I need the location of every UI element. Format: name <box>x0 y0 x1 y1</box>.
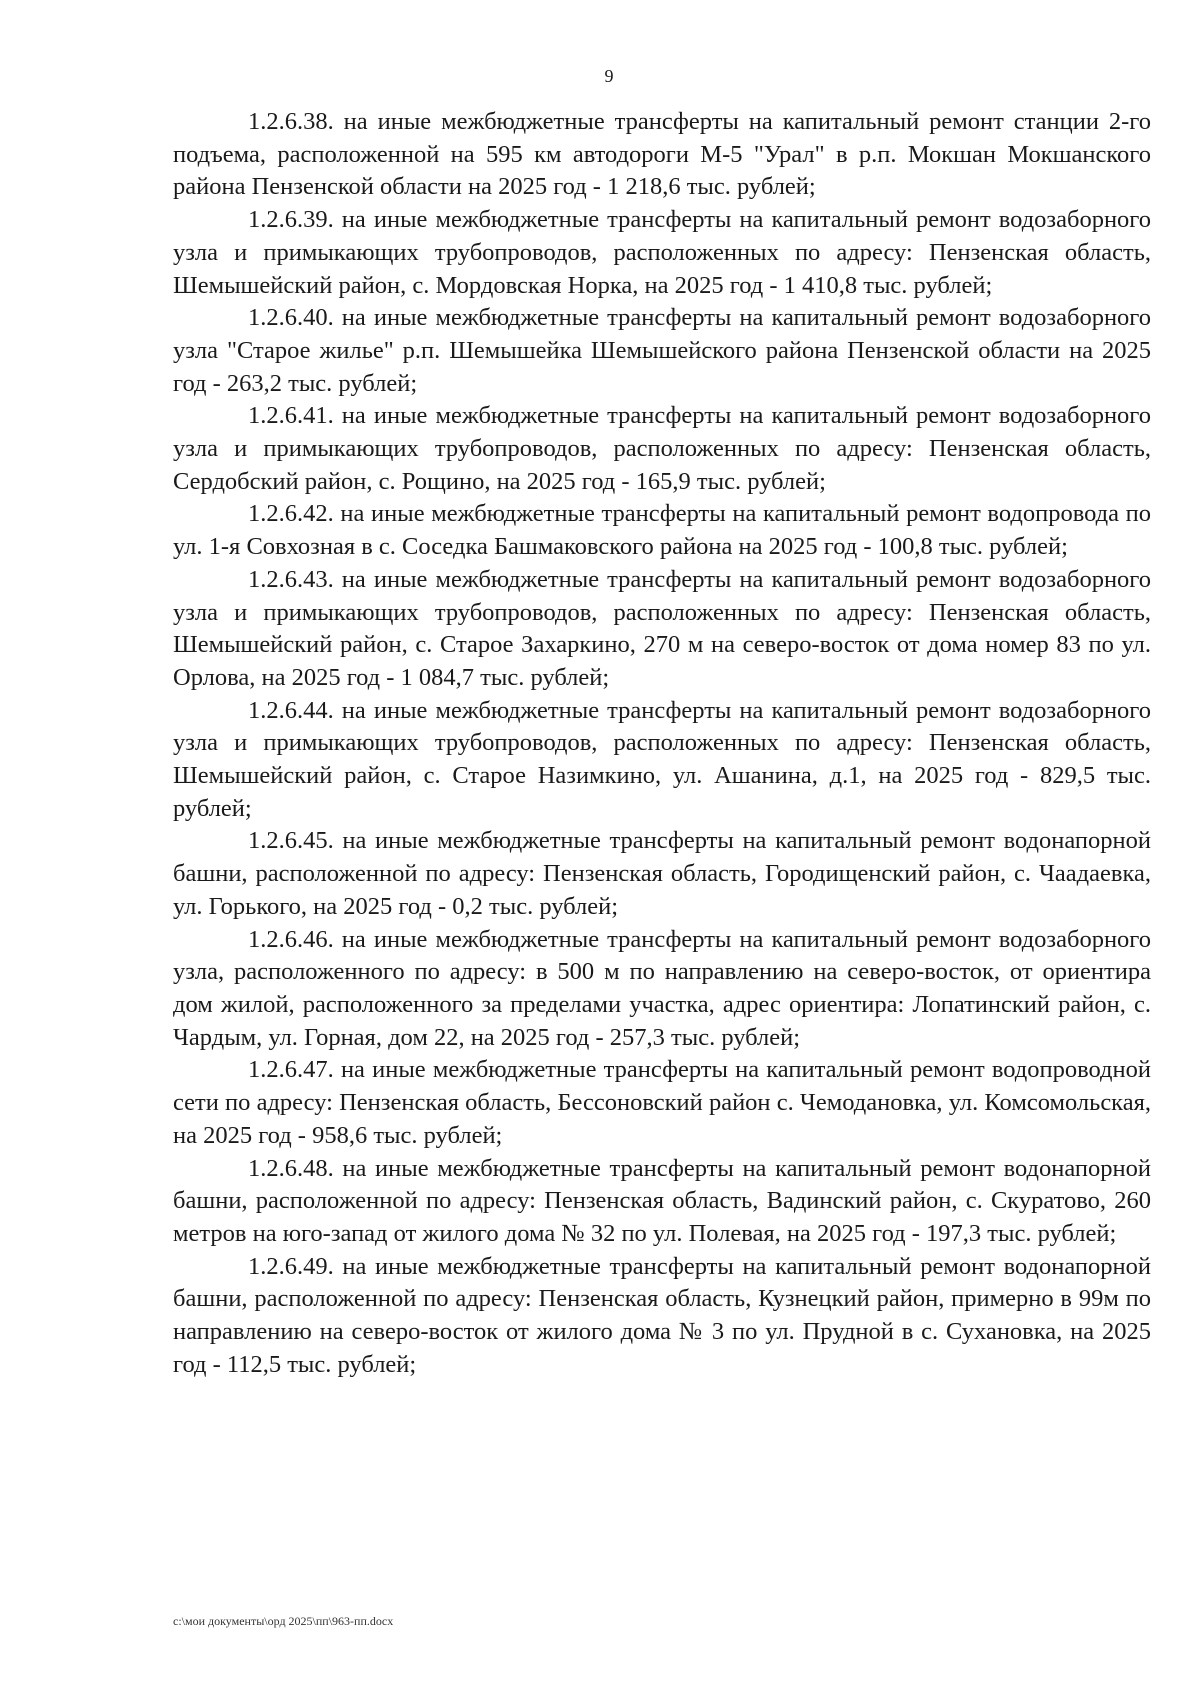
page-number: 9 <box>604 66 614 86</box>
paragraph-1-2-6-38: 1.2.6.38. на иные межбюджетные трансферты на капитальный ремонт станции 2-го подъема, расположенной на 595 км автодороги М-5 "Урал" в р.п. Мокшан Мокшанского района Пензенской области на 2025 год - 1 218,6 тыс. рублей; <box>173 108 1151 201</box>
paragraph-1-2-6-42: 1.2.6.42. на иные межбюджетные трансферты на капитальный ремонт водопровода по ул. 1-я Совхозная в с. Соседка Башмаковского района на 2025 год - 100,8 тыс. рублей; <box>173 500 1151 561</box>
paragraph-1-2-6-44: 1.2.6.44. на иные межбюджетные трансферты на капитальный ремонт водозаборного узла и примыкающих трубопроводов, расположенных по адресу: Пензенская область, Шемышейский район, с. Старое Назимкино, ул. Ашанина, д.1, на 2025 год - 829,5 тыс. рублей; <box>173 696 1151 822</box>
paragraph-1-2-6-39: 1.2.6.39. на иные межбюджетные трансферты на капитальный ремонт водозаборного узла и примыкающих трубопроводов, расположенных по адресу: Пензенская область, Шемышейский район, с. Мордовская Норка, на 2025 год - 1 410,8 тыс. рублей; <box>173 206 1151 299</box>
footer-file-path: c:\мои документы\орд 2025\пп\963-пп.docx <box>173 1614 394 1628</box>
paragraph-1-2-6-41: 1.2.6.41. на иные межбюджетные трансферты на капитальный ремонт водозаборного узла и примыкающих трубопроводов, расположенных по адресу: Пензенская область, Сердобский район, с. Рощино, на 2025 год - 165,9 тыс. рублей; <box>173 402 1151 495</box>
paragraph-1-2-6-46: 1.2.6.46. на иные межбюджетные трансферты на капитальный ремонт водозаборного узла, расположенного по адресу: в 500 м по направлению на северо-восток, от ориентира дом жилой, расположенного за пределами участка, адрес ориентира: Лопатинский район, с. Чардым, ул. Горная, дом 22, на 2025 год - 257,3 тыс. рублей; <box>173 925 1151 1051</box>
paragraph-1-2-6-48: 1.2.6.48. на иные межбюджетные трансферты на капитальный ремонт водонапорной башни, расположенной по адресу: Пензенская область, Вадинский район, с. Скуратово, 260 метров на юго-запад от жилого дома № 32 по ул. Полевая, на 2025 год - 197,3 тыс. рублей; <box>173 1154 1151 1247</box>
paragraph-1-2-6-47: 1.2.6.47. на иные межбюджетные трансферты на капитальный ремонт водопроводной сети по адресу: Пензенская область, Бессоновский район с. Чемодановка, ул. Комсомольская, на 2025 год - 958,6 тыс. рублей; <box>173 1056 1151 1149</box>
paragraph-1-2-6-49: 1.2.6.49. на иные межбюджетные трансферты на капитальный ремонт водонапорной башни, расположенной по адресу: Пензенская область, Кузнецкий район, примерно в 99м по направлению на северо-восток от жилого дома № 3 по ул. Прудной в с. Сухановка, на 2025 год - 112,5 тыс. рублей; <box>173 1252 1151 1378</box>
paragraph-1-2-6-43: 1.2.6.43. на иные межбюджетные трансферты на капитальный ремонт водозаборного узла и примыкающих трубопроводов, расположенных по адресу: Пензенская область, Шемышейский район, с. Старое Захаркино, 270 м на северо-восток от дома номер 83 по ул. Орлова, на 2025 год - 1 084,7 тыс. рублей; <box>173 565 1151 691</box>
paragraph-1-2-6-45: 1.2.6.45. на иные межбюджетные трансферты на капитальный ремонт водонапорной башни, расположенной по адресу: Пензенская область, Городищенский район, с. Чаадаевка, ул. Горького, на 2025 год - 0,2 тыс. рублей; <box>173 827 1151 920</box>
paragraph-1-2-6-40: 1.2.6.40. на иные межбюджетные трансферты на капитальный ремонт водозаборного узла "Старое жилье" р.п. Шемышейка Шемышейского района Пензенской области на 2025 год - 263,2 тыс. рублей; <box>173 304 1151 397</box>
document-body <box>173 106 1151 1381</box>
